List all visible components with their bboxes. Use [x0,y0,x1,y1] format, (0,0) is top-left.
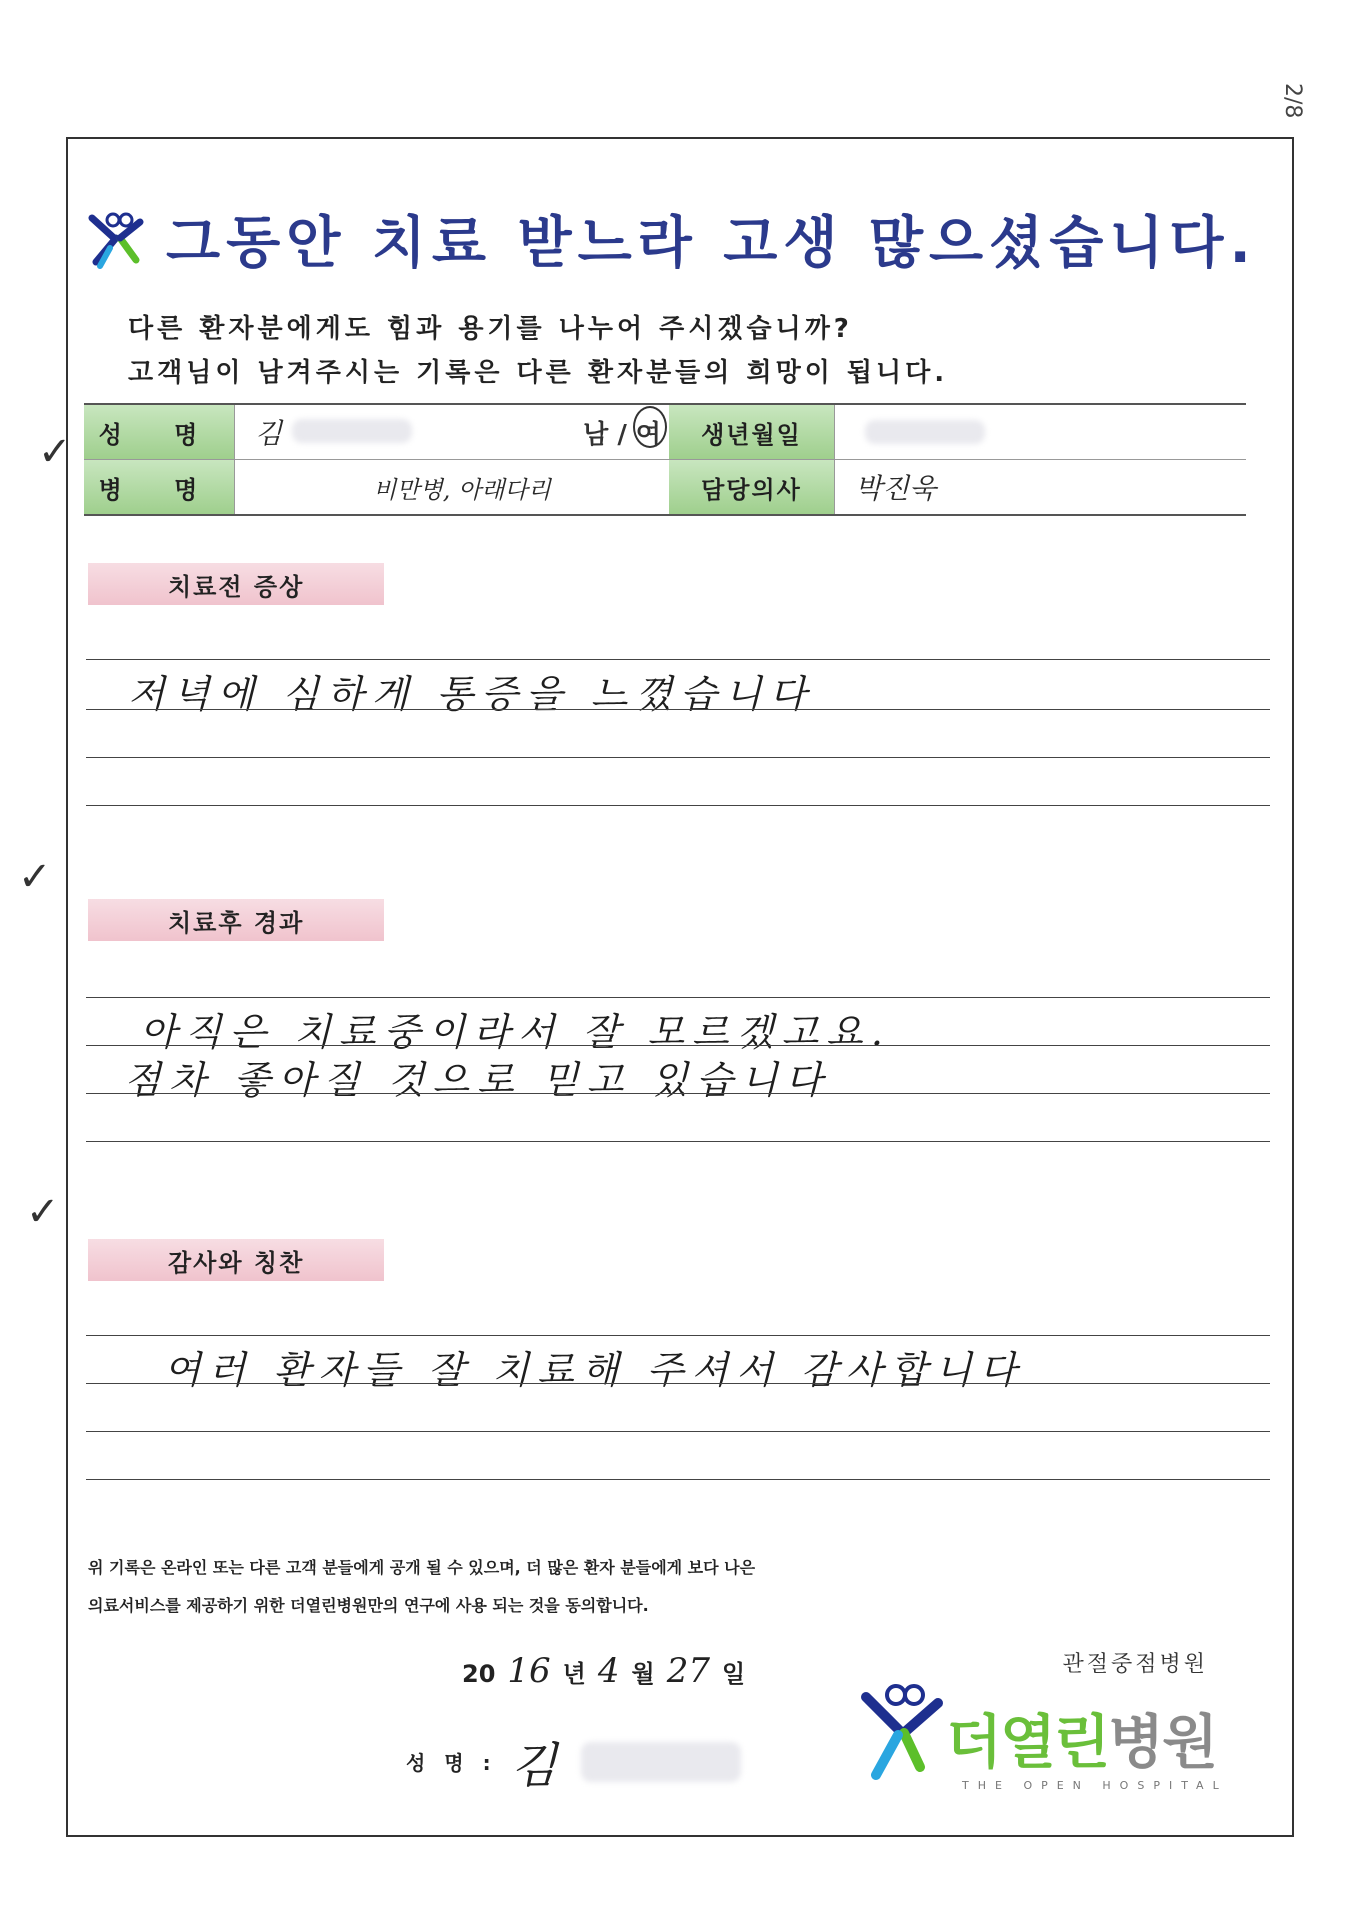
section-thanks-heading: 감사와 칭찬 [88,1239,384,1281]
gender-label: 남 / 여 [583,419,661,450]
date-year-unit: 년 [562,1660,586,1688]
writing-line [86,1093,1270,1094]
redacted-birth [865,420,985,444]
doctor-field[interactable]: 박진욱 [834,460,1246,514]
check-mark-3: ✓ [26,1189,60,1235]
name-value: 김 [255,417,283,450]
disease-label: 병 명 [84,460,234,514]
info-row-name [84,405,1246,460]
signature-value: 김 [510,1738,557,1794]
consent-line-2: 의료서비스를 제공하기 위한 더열린병원만의 연구에 사용 되는 것을 동의합니다. [88,1596,649,1615]
writing-line [86,1045,1270,1046]
signature-line[interactable] [406,1727,741,1796]
writing-line [86,997,1270,998]
title-row [86,199,1266,279]
writing-line [86,1335,1270,1336]
redacted-name [292,419,412,443]
name-field[interactable] [234,405,669,459]
writing-line [86,709,1270,710]
section-before-treatment-heading: 치료전 증상 [88,563,384,605]
testimonial-form [18,137,1294,1837]
brand-name-part2: 병원 [1108,1708,1217,1776]
corner-page-mark: 2/8 [1280,83,1305,119]
gender-circle-mark [633,406,667,448]
writing-line [86,1383,1270,1384]
writing-line [86,1141,1270,1142]
thanks-text-1[interactable]: 여러 환자들 잘 치료해 주셔서 감사합니다 [164,1348,1025,1392]
writing-line [86,659,1270,660]
date-month-unit: 월 [631,1660,655,1688]
brand-logo-icon [858,1675,948,1785]
after-treatment-text-1[interactable]: 아직은 치료중이라서 잘 모르겠고요. [140,1010,891,1054]
date-day-unit: 일 [721,1660,746,1688]
brand-tagline: 관절중점병원 [1062,1652,1208,1677]
doctor-label: 담당의사 [669,460,834,514]
name-label: 성 명 [84,405,234,459]
before-treatment-text-1[interactable]: 저녁에 심하게 통증을 느꼈습니다 [128,672,815,716]
date-day: 27 [666,1651,710,1691]
birth-label: 생년월일 [669,405,834,459]
date-year: 16 [507,1651,551,1691]
redacted-signature [581,1742,741,1782]
section-after-treatment-heading: 치료후 경과 [88,899,384,941]
brand-name-part1: 더열린 [946,1708,1109,1776]
writing-line [86,1479,1270,1480]
date-prefix: 20 [462,1660,496,1688]
info-row-disease [84,460,1246,514]
writing-line [86,805,1270,806]
intro-line-1: 다른 환자분에게도 힘과 용기를 나누어 주시겠습니까? [128,314,853,344]
date-month: 4 [597,1651,620,1691]
gender-field[interactable] [583,414,661,451]
hospital-brand [858,1647,1278,1827]
intro-line-2: 고객님이 남겨주시는 기록은 다른 환자분들의 희망이 됩니다. [128,358,949,388]
check-mark-2: ✓ [18,854,52,900]
brand-name [946,1695,1216,1779]
writing-line [86,1431,1270,1432]
hospital-logo-icon [86,208,148,270]
writing-line [86,757,1270,758]
intro-text [128,307,948,395]
disease-field[interactable]: 비만병, 아래다리 [234,460,669,514]
brand-english-name: THE OPEN HOSPITAL [962,1779,1228,1792]
check-mark-1: ✓ [38,429,72,475]
consent-line-1: 위 기록은 온라인 또는 다른 고객 분들에게 공개 될 수 있으며, 더 많은 환자 분들에게 보다 나은 [88,1558,756,1577]
consent-text [88,1549,755,1625]
after-treatment-text-2[interactable]: 점차 좋아질 것으로 믿고 있습니다 [124,1058,831,1102]
patient-info-table [84,403,1246,516]
date-line[interactable] [462,1651,745,1691]
birth-field[interactable] [834,405,1246,459]
page-title: 그동안 치료 받느라 고생 많으셨습니다. [166,211,1257,276]
signature-label: 성 명 : [406,1751,497,1775]
